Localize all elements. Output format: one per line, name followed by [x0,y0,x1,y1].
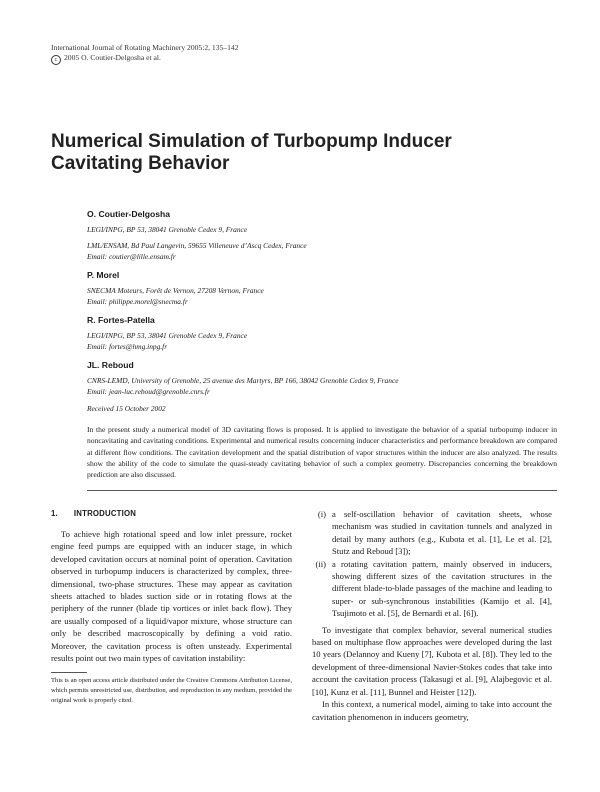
author-name: O. Coutier-Delgosha [87,209,171,219]
journal-citation: International Journal of Rotating Machinery 2005:2, 135–142 [51,43,239,52]
author-block [87,359,557,397]
author-block [87,269,557,307]
section-number: 1. [51,509,58,518]
section-heading [51,508,292,520]
author-affiliation: LEGI/INPG, BP 53, 38041 Grenoble Cedex 9, France [87,225,248,234]
journal-header [51,43,239,65]
left-column [51,508,292,664]
right-column [312,508,552,723]
list-item [312,508,552,558]
author-affiliation: SNECMA Moteurs, Forêt de Vernon, 27208 Vernon, France [87,286,264,295]
copyright-line [51,53,239,65]
author-block [87,314,557,352]
copyright-text: 2005 O. Coutier-Delgosha et al. [64,53,161,62]
paper-title: Numerical Simulation of Turbopump Inducer Cavitating Behavior [51,131,452,174]
author-email[interactable]: Email: jean-luc.reboud@grenoble.cnrs.fr [87,387,210,396]
author-list [87,208,557,404]
list-item-text: a self-oscillation behavior of cavitation sheets, whose mechanism was studied in cavitation tunnels and analyzed in detail by many authors (e.g., Kubota et al. [1], Le et al. [2], Stutz and Reboud [3]); [332,509,552,557]
copyright-icon: c [51,55,61,65]
author-email[interactable]: Email: fortes@hmg.inpg.fr [87,342,168,351]
received-date: Received 15 October 2002 [87,404,166,413]
abstract-divider [87,490,557,491]
author-affiliation: LML/ENSAM, Bd Paul Langevin, 59655 Villeneuve d’Ascq Cedex, France [87,241,307,250]
author-email[interactable]: Email: coutier@lille.ensam.fr [87,252,176,261]
list-item-label: (ii) [315,558,326,569]
list-item-text: a rotating cavitation pattern, mainly observed in inducers, showing different sizes of the cavitation structures in the different blade-to-blade passages of the machine and leading to super- or sub-synchronous instabilities (Kamijo et al. [4], Tsujimoto et al. [5], de Bernardi et al. [6]). [332,558,552,619]
abstract: In the present study a numerical model of 3D cavitating flows is proposed. It is applied to investigate the behavior of a spatial turbopump inducer in noncavitating and cavitating conditions. Experimental and numerical results concerning inducer characteristics and performance breakdown are compared at different flow conditions. The cavitation development and the spatial distribution of vapor structures within the inducer are also analyzed. The results show the ability of the code to simulate the quasi-steady cavitating behavior of such a complex geometry. Discrepancies concerning the breakdown prediction are also discussed. [87,425,557,480]
author-affiliation: CNRS-LEMD, University of Grenoble, 25 avenue des Martyrs, BP 166, 38042 Grenoble Cedex 9, France [87,376,399,385]
footnote-divider [51,672,87,673]
author-email[interactable]: Email: philippe.morel@snecma.fr [87,297,188,306]
intro-paragraph: To achieve high rotational speed and low inlet pressure, rocket engine feed pumps are equipped with an inducer stage, in which developed cavitation occurs at nominal point of operation. Cavitation observed in turbopump inducers is characterized by complex, three-dimensional, two-phase structures. These may appear as cavitation sheets attached to blades suction side or in rotating flows at the periphery of the runner (blade tip vortices or inlet back flow). They are usually composed of a liquid/vapor mixture, whose structure can only be described macroscopically by defining a void ratio. Moreover, the cavitation process is often unsteady. Experimental results point out two main types of cavitation instability: [51,529,292,664]
section-title: INTRODUCTION [73,509,137,518]
author-affiliation: LEGI/INPG, BP 53, 38041 Grenoble Cedex 9, France [87,331,248,340]
intro-paragraph: To investigate that complex behavior, several numerical studies based on multiphase flow approaches were developed during the last 10 years (Delannoy and Kueny [7], Kubota et al. [8]). They led to the development of three-dimensional Navier-Stokes codes that take into account the cavitation process (Takasugi et al. [9], Alajbegovic et al. [10], Kunz et al. [11], Bunnel and Heister [12]). [312,624,552,697]
author-name: JL. Reboud [87,360,134,370]
author-name: P. Morel [87,270,120,280]
author-name: R. Fortes-Patella [87,315,155,325]
list-item [312,558,552,620]
intro-paragraph: In this context, a numerical model, aiming to take into account the cavitation phenomenon in inducers geometry, [312,699,552,722]
license-footnote: This is an open access article distributed under the Creative Commons Attribution License, which permits unrestricted use, distribution, and reproduction in any medium, provided the original work is properly cited. [51,677,292,704]
author-block [87,208,557,262]
list-item-label: (i) [317,509,326,519]
